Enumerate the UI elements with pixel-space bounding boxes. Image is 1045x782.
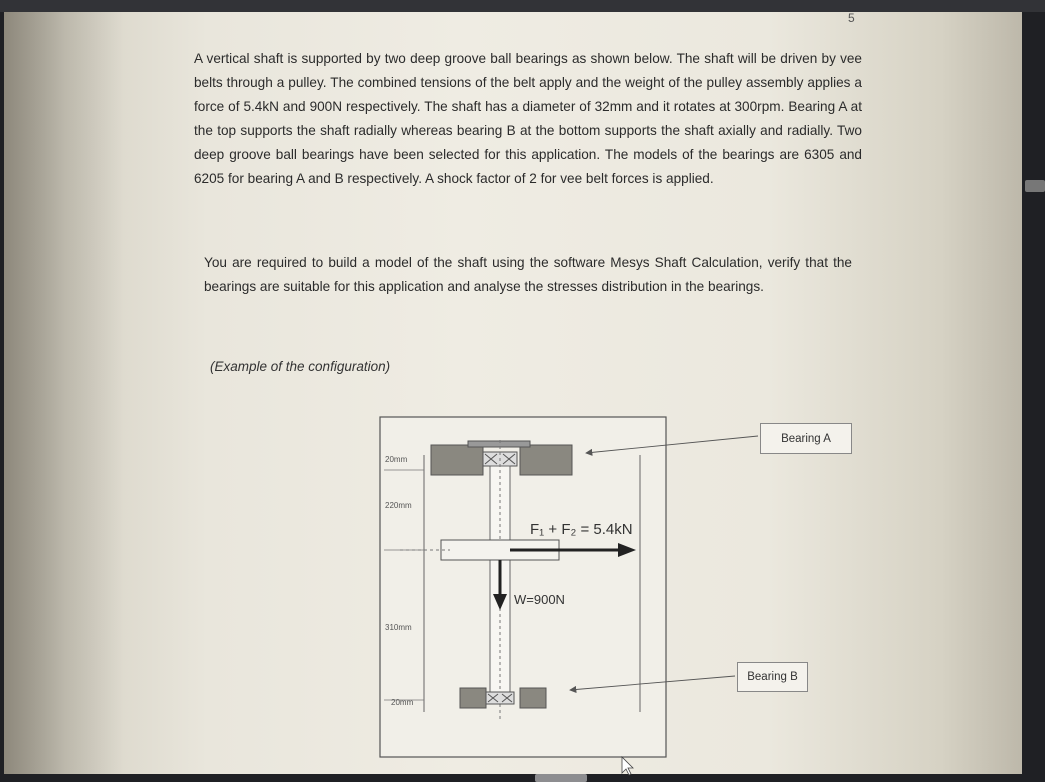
horizontal-scrollbar[interactable] [535, 774, 587, 782]
belt-force-label: F₁ + F₂ = 5.4kN [530, 521, 633, 538]
side-panel-handle[interactable] [1025, 180, 1045, 192]
figure-caption: (Example of the configuration) [210, 359, 391, 374]
weight-force-label: W=900N [514, 592, 565, 607]
bearing-b-label: Bearing B [737, 662, 808, 692]
bearing-a-cap [468, 441, 530, 447]
mouse-cursor-icon [622, 757, 633, 775]
bearing-b-housing-left [460, 688, 486, 708]
problem-paragraph-2: You are required to build a model of the shaft using the software Mesys Shaft Calculation, verify that the bearings are suitable for this application and analyse the stresses distribution in the bearings. [204, 255, 852, 294]
dim-label-bottom: 20mm [391, 698, 414, 707]
dim-label-top: 20mm [385, 455, 408, 464]
dim-label-lower-span: 310mm [385, 623, 412, 632]
bearing-a-housing-left [431, 445, 483, 475]
bearing-a-label: Bearing A [760, 423, 852, 454]
bearing-a-housing-right [520, 445, 572, 475]
page-number: 5 [848, 11, 855, 25]
bearing-b-race [486, 692, 514, 704]
bearing-b-housing-right [520, 688, 546, 708]
dim-label-upper-span: 220mm [385, 501, 412, 510]
problem-paragraph-1: A vertical shaft is supported by two deep groove ball bearings as shown below. The shaft will be driven by vee belts through a pulley. The combined tensions of the belt apply and the weight of the pulley assembly applies a force of 5.4kN and 900N respectively. The shaft has a diameter of 32mm and it rotates at 300rpm. Bearing A at the top supports the shaft radially whereas bearing B at the bottom supports the shaft axially and radially. Two deep groove ball bearings have been selected for this application. The models of the bearings are 6305 and 6205 for bearing A and B respectively. A shock factor of 2 for vee belt forces is applied. [194, 51, 862, 186]
